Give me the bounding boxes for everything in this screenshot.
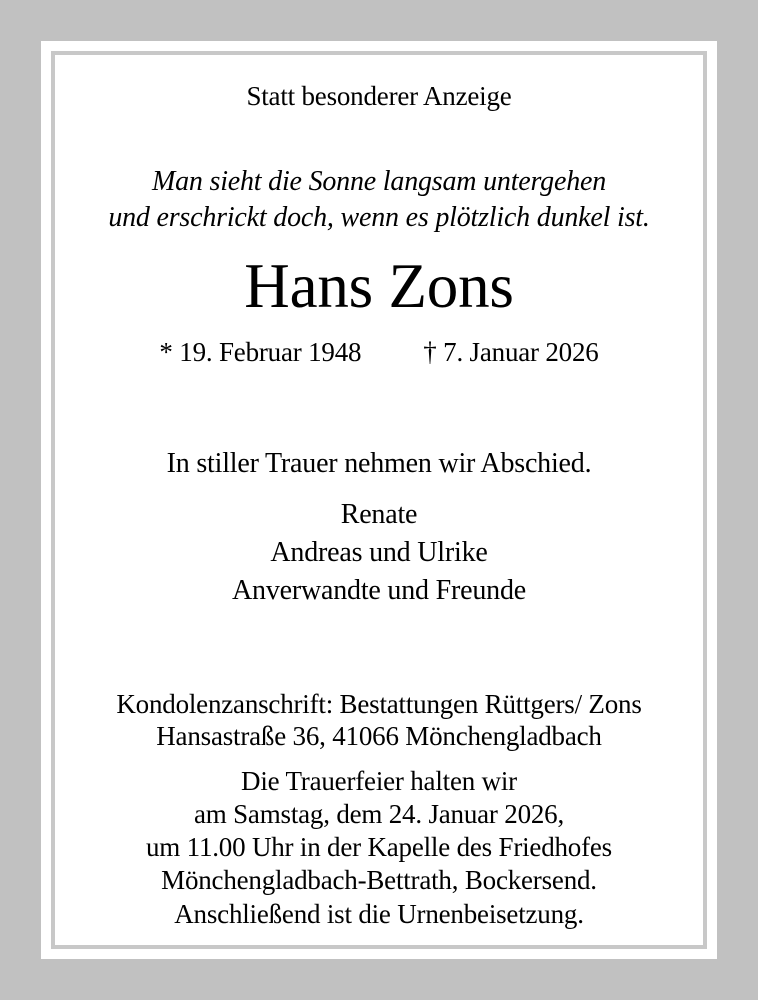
epigraph-line-2: und erschrickt doch, wenn es plötzlich dunkel ist. (108, 202, 650, 233)
death-date: † 7. Januar 2026 (423, 337, 599, 367)
service-line: am Samstag, dem 24. Januar 2026, (193, 799, 565, 829)
condolence-line-2: Hansastraße 36, 41066 Mönchengladbach (156, 721, 602, 751)
mourner-line: Andreas und Ulrike (270, 537, 488, 568)
condolence-address (55, 688, 703, 752)
epigraph-line-1: Man sieht die Sonne langsam untergehen (151, 166, 607, 197)
deceased-name: Hans Zons (244, 251, 514, 321)
preheader-text: Statt besonderer Anzeige (246, 81, 512, 111)
life-dates (55, 337, 703, 367)
service-line: um 11.00 Uhr in der Kapelle des Friedhofes (146, 832, 612, 862)
farewell-line: In stiller Trauer nehmen wir Abschied. (166, 448, 592, 479)
inner-frame (51, 51, 707, 949)
service-line: Mönchengladbach-Bettrath, Bockersend. (161, 865, 597, 895)
mourner-line: Renate (340, 499, 418, 530)
epigraph (55, 164, 703, 236)
service-line: Die Trauerfeier halten wir (241, 766, 517, 796)
service-info (55, 765, 703, 897)
obituary-card (41, 41, 717, 959)
mourner-line: Anverwandte und Freunde (232, 575, 526, 606)
condolence-line-1: Kondolenzanschrift: Bestattungen Rüttgers/ Zons (116, 689, 642, 719)
mourners-list (55, 496, 703, 610)
closing-line: Anschließend ist die Urnenbeisetzung. (174, 899, 584, 929)
birth-date: * 19. Februar 1948 (159, 337, 362, 367)
